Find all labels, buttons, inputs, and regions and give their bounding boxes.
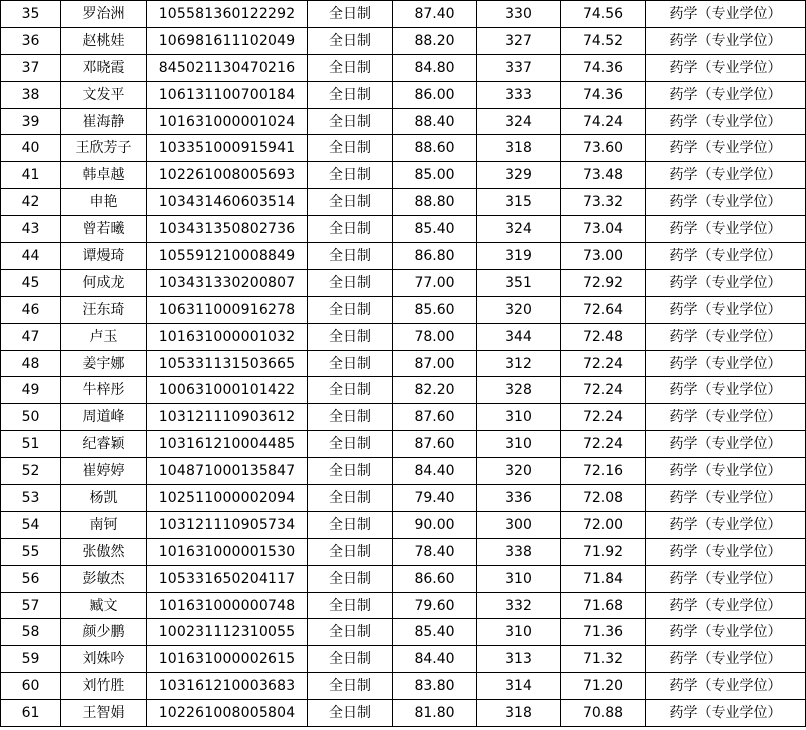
- table-row: [1, 377, 806, 404]
- written-score-cell: 319: [477, 243, 561, 270]
- name-cell: 牛梓彤: [61, 377, 147, 404]
- rank-cell: 47: [1, 323, 61, 350]
- rank-cell: 48: [1, 350, 61, 377]
- interview-score-cell: 85.40: [393, 619, 477, 646]
- table-row: [1, 54, 806, 81]
- rank-cell: 61: [1, 700, 61, 727]
- exam-id-cell: 106311000916278: [147, 296, 308, 323]
- written-score-cell: 351: [477, 269, 561, 296]
- table-row: [1, 243, 806, 270]
- name-cell: 汪东琦: [61, 296, 147, 323]
- study-mode-cell: 全日制: [308, 350, 393, 377]
- written-score-cell: 312: [477, 350, 561, 377]
- study-mode-cell: 全日制: [308, 323, 393, 350]
- exam-id-cell: 103161210003683: [147, 673, 308, 700]
- exam-id-cell: 105331131503665: [147, 350, 308, 377]
- name-cell: 刘姝吟: [61, 646, 147, 673]
- total-score-cell: 73.48: [561, 162, 646, 189]
- rank-cell: 36: [1, 27, 61, 54]
- interview-score-cell: 86.60: [393, 565, 477, 592]
- exam-id-cell: 103121110905734: [147, 511, 308, 538]
- rank-cell: 35: [1, 1, 61, 28]
- study-mode-cell: 全日制: [308, 485, 393, 512]
- total-score-cell: 74.36: [561, 54, 646, 81]
- exam-id-cell: 106981611102049: [147, 27, 308, 54]
- rank-cell: 50: [1, 404, 61, 431]
- total-score-cell: 72.00: [561, 511, 646, 538]
- rank-cell: 55: [1, 538, 61, 565]
- table-row: [1, 269, 806, 296]
- study-mode-cell: 全日制: [308, 243, 393, 270]
- name-cell: 邓晓霞: [61, 54, 147, 81]
- major-cell: 药学（专业学位）: [646, 323, 806, 350]
- name-cell: 申艳: [61, 189, 147, 216]
- name-cell: 南钶: [61, 511, 147, 538]
- total-score-cell: 72.16: [561, 458, 646, 485]
- written-score-cell: 310: [477, 404, 561, 431]
- name-cell: 周道峰: [61, 404, 147, 431]
- total-score-cell: 72.24: [561, 404, 646, 431]
- major-cell: 药学（专业学位）: [646, 511, 806, 538]
- total-score-cell: 71.32: [561, 646, 646, 673]
- table-row: [1, 538, 806, 565]
- table-row: [1, 108, 806, 135]
- name-cell: 韩卓越: [61, 162, 147, 189]
- exam-id-cell: 105591210008849: [147, 243, 308, 270]
- study-mode-cell: 全日制: [308, 431, 393, 458]
- table-row: [1, 404, 806, 431]
- rank-cell: 45: [1, 269, 61, 296]
- rank-cell: 43: [1, 216, 61, 243]
- written-score-cell: 332: [477, 592, 561, 619]
- written-score-cell: 333: [477, 81, 561, 108]
- name-cell: 王欣芳子: [61, 135, 147, 162]
- name-cell: 杨凯: [61, 485, 147, 512]
- total-score-cell: 74.24: [561, 108, 646, 135]
- table-row: [1, 1, 806, 28]
- exam-id-cell: 105331650204117: [147, 565, 308, 592]
- rank-cell: 40: [1, 135, 61, 162]
- major-cell: 药学（专业学位）: [646, 538, 806, 565]
- major-cell: 药学（专业学位）: [646, 673, 806, 700]
- written-score-cell: 300: [477, 511, 561, 538]
- major-cell: 药学（专业学位）: [646, 485, 806, 512]
- table-row: [1, 592, 806, 619]
- written-score-cell: 336: [477, 485, 561, 512]
- major-cell: 药学（专业学位）: [646, 404, 806, 431]
- study-mode-cell: 全日制: [308, 54, 393, 81]
- total-score-cell: 71.20: [561, 673, 646, 700]
- name-cell: 文发平: [61, 81, 147, 108]
- study-mode-cell: 全日制: [308, 673, 393, 700]
- table-row: [1, 135, 806, 162]
- interview-score-cell: 78.00: [393, 323, 477, 350]
- interview-score-cell: 83.80: [393, 673, 477, 700]
- rank-cell: 56: [1, 565, 61, 592]
- exam-id-cell: 100231112310055: [147, 619, 308, 646]
- study-mode-cell: 全日制: [308, 511, 393, 538]
- total-score-cell: 72.92: [561, 269, 646, 296]
- interview-score-cell: 84.40: [393, 646, 477, 673]
- written-score-cell: 337: [477, 54, 561, 81]
- total-score-cell: 72.08: [561, 485, 646, 512]
- interview-score-cell: 84.40: [393, 458, 477, 485]
- study-mode-cell: 全日制: [308, 189, 393, 216]
- major-cell: 药学（专业学位）: [646, 269, 806, 296]
- study-mode-cell: 全日制: [308, 377, 393, 404]
- rank-cell: 60: [1, 673, 61, 700]
- interview-score-cell: 86.00: [393, 81, 477, 108]
- name-cell: 姜宇娜: [61, 350, 147, 377]
- rank-cell: 39: [1, 108, 61, 135]
- exam-id-cell: 106131100700184: [147, 81, 308, 108]
- name-cell: 曾若曦: [61, 216, 147, 243]
- table-row: [1, 458, 806, 485]
- exam-id-cell: 103351000915941: [147, 135, 308, 162]
- exam-id-cell: 101631000001024: [147, 108, 308, 135]
- table-row: [1, 619, 806, 646]
- exam-id-cell: 102261008005693: [147, 162, 308, 189]
- exam-id-cell: 105581360122292: [147, 1, 308, 28]
- exam-id-cell: 102261008005804: [147, 700, 308, 727]
- table-row: [1, 431, 806, 458]
- rank-cell: 59: [1, 646, 61, 673]
- exam-id-cell: 103431330200807: [147, 269, 308, 296]
- written-score-cell: 310: [477, 431, 561, 458]
- rank-cell: 42: [1, 189, 61, 216]
- study-mode-cell: 全日制: [308, 646, 393, 673]
- major-cell: 药学（专业学位）: [646, 27, 806, 54]
- study-mode-cell: 全日制: [308, 619, 393, 646]
- exam-id-cell: 103121110903612: [147, 404, 308, 431]
- major-cell: 药学（专业学位）: [646, 296, 806, 323]
- interview-score-cell: 78.40: [393, 538, 477, 565]
- study-mode-cell: 全日制: [308, 27, 393, 54]
- exam-id-cell: 103161210004485: [147, 431, 308, 458]
- name-cell: 刘竹胜: [61, 673, 147, 700]
- rank-cell: 37: [1, 54, 61, 81]
- table-row: [1, 646, 806, 673]
- major-cell: 药学（专业学位）: [646, 135, 806, 162]
- major-cell: 药学（专业学位）: [646, 565, 806, 592]
- interview-score-cell: 79.40: [393, 485, 477, 512]
- rank-cell: 38: [1, 81, 61, 108]
- interview-score-cell: 88.60: [393, 135, 477, 162]
- exam-id-cell: 101631000002615: [147, 646, 308, 673]
- major-cell: 药学（专业学位）: [646, 108, 806, 135]
- interview-score-cell: 85.40: [393, 216, 477, 243]
- total-score-cell: 72.24: [561, 377, 646, 404]
- table-row: [1, 216, 806, 243]
- major-cell: 药学（专业学位）: [646, 1, 806, 28]
- rank-cell: 49: [1, 377, 61, 404]
- total-score-cell: 74.56: [561, 1, 646, 28]
- study-mode-cell: 全日制: [308, 216, 393, 243]
- name-cell: 赵桃娃: [61, 27, 147, 54]
- total-score-cell: 70.88: [561, 700, 646, 727]
- interview-score-cell: 87.40: [393, 1, 477, 28]
- written-score-cell: 338: [477, 538, 561, 565]
- written-score-cell: 318: [477, 700, 561, 727]
- written-score-cell: 344: [477, 323, 561, 350]
- major-cell: 药学（专业学位）: [646, 619, 806, 646]
- written-score-cell: 310: [477, 619, 561, 646]
- table-body: [1, 1, 806, 727]
- study-mode-cell: 全日制: [308, 162, 393, 189]
- total-score-cell: 73.00: [561, 243, 646, 270]
- exam-id-cell: 102511000002094: [147, 485, 308, 512]
- exam-id-cell: 845021130470216: [147, 54, 308, 81]
- interview-score-cell: 88.40: [393, 108, 477, 135]
- name-cell: 彭敏杰: [61, 565, 147, 592]
- exam-id-cell: 100631000101422: [147, 377, 308, 404]
- study-mode-cell: 全日制: [308, 269, 393, 296]
- interview-score-cell: 87.60: [393, 404, 477, 431]
- name-cell: 颜少鹏: [61, 619, 147, 646]
- table-row: [1, 323, 806, 350]
- table-row: [1, 296, 806, 323]
- written-score-cell: 324: [477, 216, 561, 243]
- written-score-cell: 310: [477, 565, 561, 592]
- interview-score-cell: 88.20: [393, 27, 477, 54]
- rank-cell: 57: [1, 592, 61, 619]
- major-cell: 药学（专业学位）: [646, 377, 806, 404]
- total-score-cell: 71.68: [561, 592, 646, 619]
- total-score-cell: 71.36: [561, 619, 646, 646]
- major-cell: 药学（专业学位）: [646, 243, 806, 270]
- interview-score-cell: 85.00: [393, 162, 477, 189]
- written-score-cell: 320: [477, 458, 561, 485]
- written-score-cell: 330: [477, 1, 561, 28]
- major-cell: 药学（专业学位）: [646, 431, 806, 458]
- interview-score-cell: 79.60: [393, 592, 477, 619]
- exam-id-cell: 103431350802736: [147, 216, 308, 243]
- interview-score-cell: 85.60: [393, 296, 477, 323]
- name-cell: 何成龙: [61, 269, 147, 296]
- table-row: [1, 350, 806, 377]
- interview-score-cell: 86.80: [393, 243, 477, 270]
- written-score-cell: 320: [477, 296, 561, 323]
- major-cell: 药学（专业学位）: [646, 81, 806, 108]
- interview-score-cell: 87.00: [393, 350, 477, 377]
- name-cell: 张傲然: [61, 538, 147, 565]
- table-row: [1, 700, 806, 727]
- major-cell: 药学（专业学位）: [646, 216, 806, 243]
- total-score-cell: 72.64: [561, 296, 646, 323]
- study-mode-cell: 全日制: [308, 592, 393, 619]
- study-mode-cell: 全日制: [308, 404, 393, 431]
- rank-cell: 52: [1, 458, 61, 485]
- written-score-cell: 327: [477, 27, 561, 54]
- total-score-cell: 72.24: [561, 431, 646, 458]
- table-row: [1, 565, 806, 592]
- major-cell: 药学（专业学位）: [646, 350, 806, 377]
- written-score-cell: 324: [477, 108, 561, 135]
- name-cell: 崔海静: [61, 108, 147, 135]
- study-mode-cell: 全日制: [308, 538, 393, 565]
- total-score-cell: 72.24: [561, 350, 646, 377]
- name-cell: 崔婷婷: [61, 458, 147, 485]
- major-cell: 药学（专业学位）: [646, 54, 806, 81]
- total-score-cell: 74.36: [561, 81, 646, 108]
- study-mode-cell: 全日制: [308, 458, 393, 485]
- total-score-cell: 71.92: [561, 538, 646, 565]
- interview-score-cell: 90.00: [393, 511, 477, 538]
- exam-id-cell: 103431460603514: [147, 189, 308, 216]
- written-score-cell: 318: [477, 135, 561, 162]
- name-cell: 卢玉: [61, 323, 147, 350]
- table-row: [1, 162, 806, 189]
- major-cell: 药学（专业学位）: [646, 458, 806, 485]
- major-cell: 药学（专业学位）: [646, 646, 806, 673]
- exam-id-cell: 101631000001530: [147, 538, 308, 565]
- major-cell: 药学（专业学位）: [646, 700, 806, 727]
- total-score-cell: 72.48: [561, 323, 646, 350]
- table-row: [1, 485, 806, 512]
- table-row: [1, 27, 806, 54]
- total-score-cell: 73.60: [561, 135, 646, 162]
- total-score-cell: 71.84: [561, 565, 646, 592]
- study-mode-cell: 全日制: [308, 700, 393, 727]
- name-cell: 臧文: [61, 592, 147, 619]
- total-score-cell: 73.04: [561, 216, 646, 243]
- interview-score-cell: 88.80: [393, 189, 477, 216]
- rank-cell: 53: [1, 485, 61, 512]
- study-mode-cell: 全日制: [308, 296, 393, 323]
- exam-id-cell: 101631000000748: [147, 592, 308, 619]
- rank-cell: 58: [1, 619, 61, 646]
- name-cell: 谭熳琦: [61, 243, 147, 270]
- study-mode-cell: 全日制: [308, 108, 393, 135]
- written-score-cell: 328: [477, 377, 561, 404]
- written-score-cell: 329: [477, 162, 561, 189]
- exam-id-cell: 101631000001032: [147, 323, 308, 350]
- table-row: [1, 673, 806, 700]
- interview-score-cell: 77.00: [393, 269, 477, 296]
- rank-cell: 46: [1, 296, 61, 323]
- table-row: [1, 81, 806, 108]
- rank-cell: 41: [1, 162, 61, 189]
- name-cell: 纪睿颖: [61, 431, 147, 458]
- total-score-cell: 74.52: [561, 27, 646, 54]
- rank-cell: 44: [1, 243, 61, 270]
- interview-score-cell: 84.80: [393, 54, 477, 81]
- name-cell: 王智娟: [61, 700, 147, 727]
- table-row: [1, 511, 806, 538]
- name-cell: 罗治洲: [61, 1, 147, 28]
- study-mode-cell: 全日制: [308, 81, 393, 108]
- major-cell: 药学（专业学位）: [646, 592, 806, 619]
- study-mode-cell: 全日制: [308, 565, 393, 592]
- exam-id-cell: 104871000135847: [147, 458, 308, 485]
- interview-score-cell: 82.20: [393, 377, 477, 404]
- rank-cell: 54: [1, 511, 61, 538]
- table-row: [1, 189, 806, 216]
- interview-score-cell: 81.80: [393, 700, 477, 727]
- written-score-cell: 314: [477, 673, 561, 700]
- rank-cell: 51: [1, 431, 61, 458]
- study-mode-cell: 全日制: [308, 135, 393, 162]
- study-mode-cell: 全日制: [308, 1, 393, 28]
- written-score-cell: 315: [477, 189, 561, 216]
- major-cell: 药学（专业学位）: [646, 162, 806, 189]
- total-score-cell: 73.32: [561, 189, 646, 216]
- written-score-cell: 313: [477, 646, 561, 673]
- major-cell: 药学（专业学位）: [646, 189, 806, 216]
- interview-score-cell: 87.60: [393, 431, 477, 458]
